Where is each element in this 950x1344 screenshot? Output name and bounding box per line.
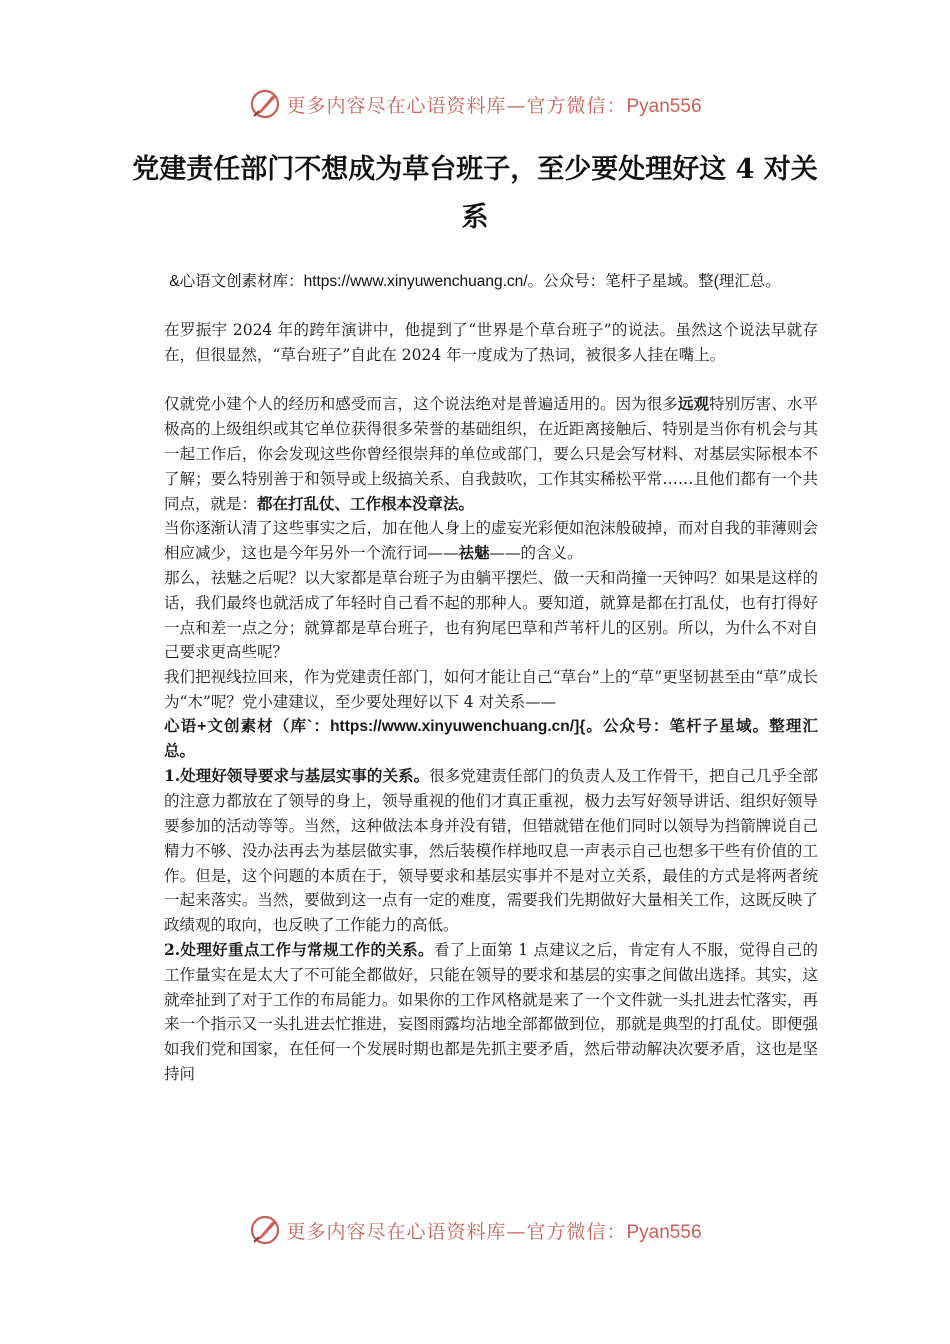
banner-text: 更多内容尽在心语资料库—官方微信：Pyan556 xyxy=(286,94,702,117)
source-line: &心语文创素材库：https://www.xinyuwenchuang.cn/。公众号：笔杆子星域。整(理汇总。 xyxy=(169,273,781,290)
document-title: 党建责任部门不想成为草台班子，至少要处理好这 4 对关系 xyxy=(132,154,818,233)
section-2: 2.处理好重点工作与常规工作的关系。看了上面第 1 点建议之后，肯定有人不服，觉得自己的工作量实在是太大了不可能全都做好，只能在领导的要求和基层的实事之间做出选择。其实，这就牵扯到了对于工作的布局能力。如果你的工作风格就是来了一个文件就一头扎进去忙落实，再来一个指示又一头扎进去忙推进，妄图雨露均沾地全部都做到位，那就是典型的打乱仗。即便强如我们党和国家，在任何一个发展时期也都是先抓主要矛盾，然后带动解决次要矛盾，这也是坚持问 xyxy=(164,939,819,1083)
paragraph-2: 仅就党小建个人的经历和感受而言，这个说法绝对是普遍适用的。因为很多远观特别厉害、水平极高的上级组织或其它单位获得很多荣誉的基础组织，在近距离接触后、特别是当你有机会与其一起工作后，你会发现这些你曾经很崇拜的单位或部门，要么只是会写材料、对基层实际根本不了解；要么特别善于和领导或上级搞关系、自我鼓吹，工作其实稀松平常……且他们都有一个共同点，就是：都在打乱仗、工作根本没章法。 xyxy=(164,394,818,513)
banner-account: Pyan556 xyxy=(626,95,702,117)
banner-account: Pyan556 xyxy=(626,1221,702,1243)
paragraph-3: 当你逐渐认清了这些事实之后，加在他人身上的虚妄光彩便如泡沫般破掉，而对自我的菲薄则会相应减少，这也是今年另外一个流行词——祛魅——的含义。 xyxy=(164,519,818,563)
header-banner xyxy=(0,84,950,124)
section-1: 1.处理好领导要求与基层实事的关系。很多党建责任部门的负责人及工作骨干，把自己几乎全部的注意力都放在了领导的身上，领导重视的他们才真正重视，极力去写好领导讲话、组织好领导要参加的活动等等。当然，这种做法本身并没有错，但错就错在他们同时以领导为挡箭牌说自己精力不够、没办法再去为基层做实事，然后装模作样地叹息一声表示自己也想多干些有价值的工作。但是，这个问题的本质在于，领导要求和基层实事并不是对立关系，最佳的方式是将两者统一起来落实。当然，要做到这一点有一定的难度，需要我们先期做好大量相关工作，这既反映了政绩观的取向，也反映了工作能力的高低。 xyxy=(164,766,818,935)
section-2-heading: 2.处理好重点工作与常规工作的关系。 xyxy=(164,939,434,959)
paragraph-1: 在罗振宇 2024 年的跨年演讲中，他提到了“世界是个草台班子”的说法。虽然这个说法早就存在，但很显然，“草台班子”自此在 2024 年一度成为了热词，被很多人挂在嘴上。 xyxy=(164,321,818,364)
section-1-heading: 1.处理好领导要求与基层实事的关系。 xyxy=(164,766,430,786)
article-body xyxy=(164,318,818,1087)
quill-pen-icon xyxy=(248,87,282,121)
paragraph-5: 我们把视线拉回来，作为党建责任部门，如何才能让自己“草台”上的“草”更坚韧甚至由“草”成长为“木”呢？党小建建议，至少要处理好以下 4 对关系—— xyxy=(164,668,818,711)
banner-text: 更多内容尽在心语资料库—官方微信：Pyan556 xyxy=(286,1220,702,1243)
footer-banner xyxy=(0,1210,950,1250)
quill-pen-icon xyxy=(248,1213,282,1247)
inline-source-note: 心语+文创素材（库`：https://www.xinyuwenchuang.cn/]{。公众号：笔杆子星域。整理汇总。 xyxy=(164,717,818,760)
paragraph-4: 那么，祛魅之后呢？以大家都是草台班子为由躺平摆烂、做一天和尚撞一天钟吗？如果是这样的话，我们最终也就活成了年轻时自己看不起的那种人。要知道，就算是都在打乱仗，也有打得好一点和差一点之分；就算都是草台班子，也有狗尾巴草和芦苇杆儿的区别。所以，为什么不对自己要求更高些呢？ xyxy=(164,568,818,662)
